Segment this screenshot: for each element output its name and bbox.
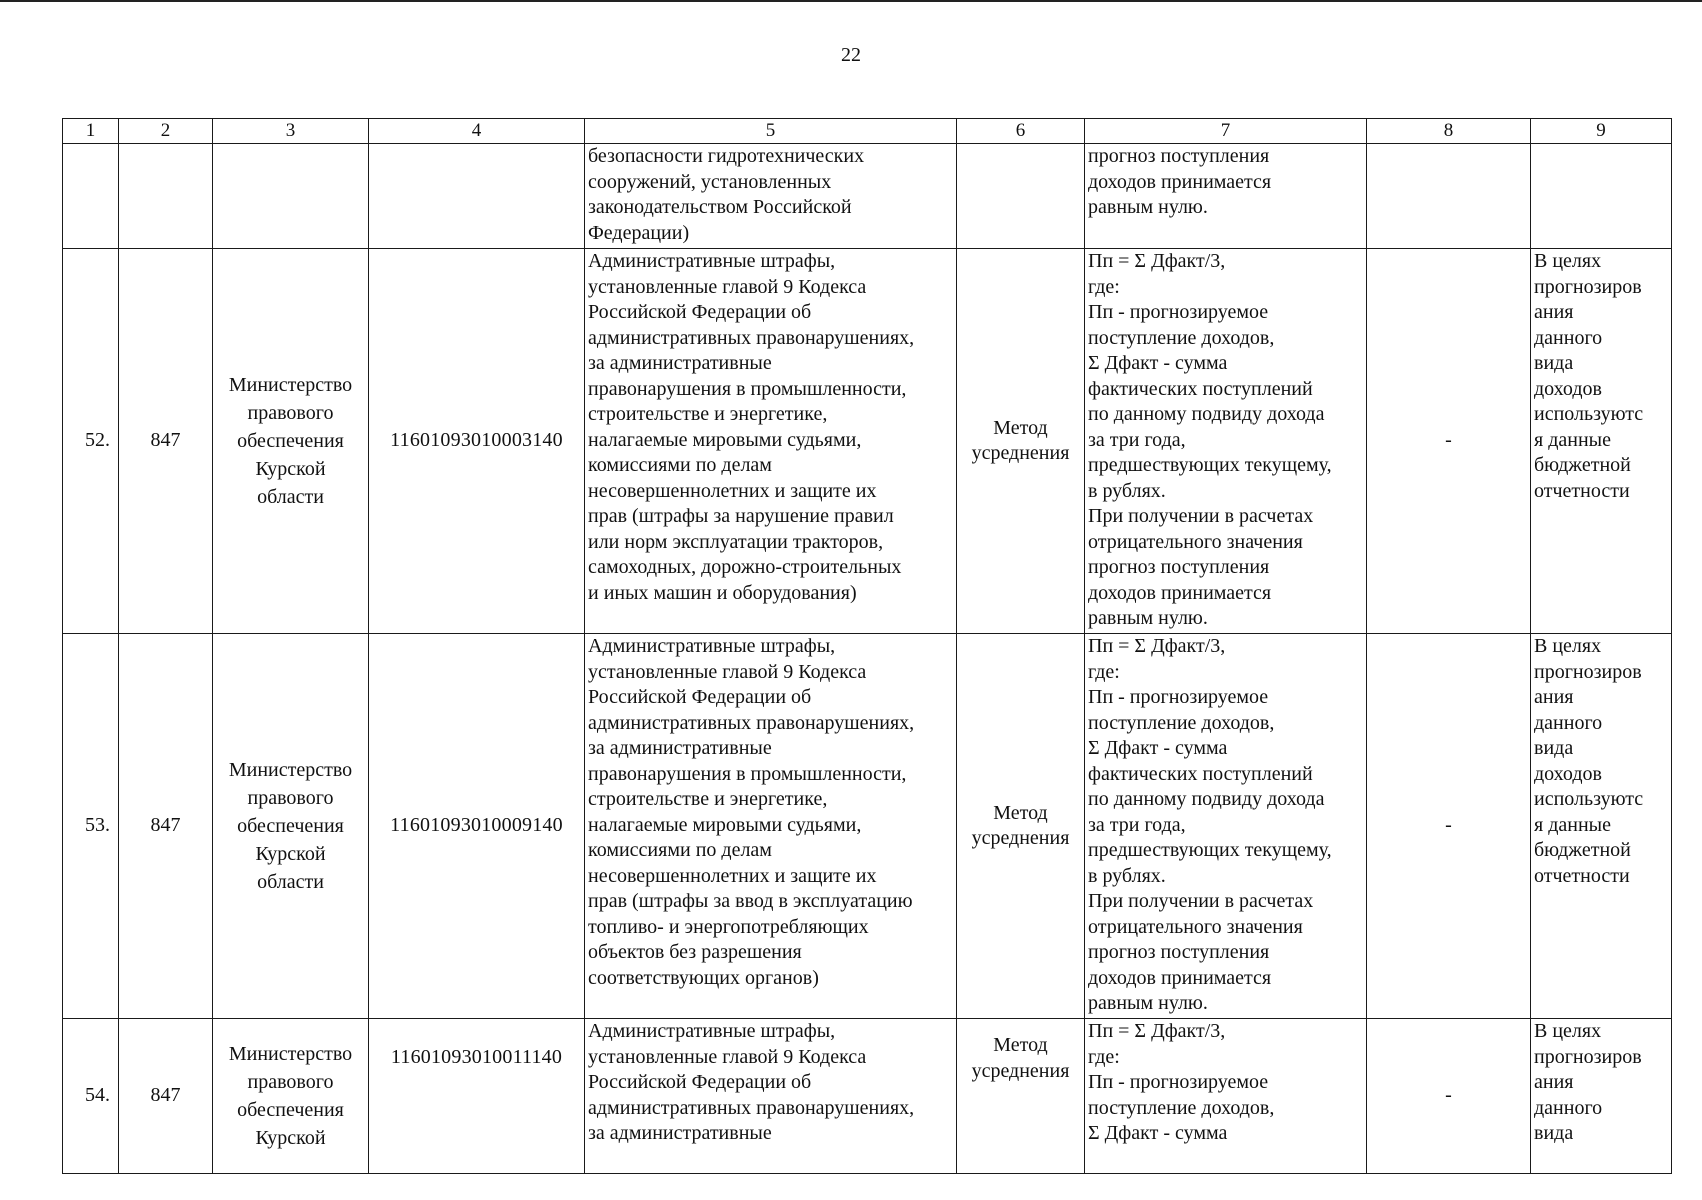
empty-cell (1367, 144, 1531, 249)
header-cell: 4 (369, 119, 585, 144)
admin-code-cell: 847 (119, 634, 213, 1019)
header-cell: 6 (957, 119, 1085, 144)
continuation-row (63, 144, 1672, 249)
column-8-cell: - (1367, 1019, 1531, 1174)
description-cell: Административные штрафы, установленные главой 9 Кодекса Российской Федерации об административных правонарушениях, за административные правонарушения в промышленности, строительстве и энергетике, налагаемые мировыми судьями, комиссиями по делам несовершеннолетних и защите их прав (штрафы за ввод в эксплуатацию топливо- и энергопотребляющих объектов без разрешения соответствующих органов) (585, 634, 957, 1019)
admin-code-cell: 847 (119, 1019, 213, 1174)
ministry-cell: Министерство правового обеспечения Курской области (213, 249, 369, 634)
header-cell: 7 (1085, 119, 1367, 144)
header-cell: 2 (119, 119, 213, 144)
column-8-cell: - (1367, 634, 1531, 1019)
header-cell: 3 (213, 119, 369, 144)
header-cell: 8 (1367, 119, 1531, 144)
kbk-code-cell: 11601093010003140 (369, 249, 585, 634)
admin-code-cell: 847 (119, 249, 213, 634)
revenue-forecast-table (62, 118, 1672, 1174)
formula-cell: Пп = Σ Дфакт/3, где: Пп - прогнозируемое поступление доходов, Σ Дфакт - сумма фактических поступлений по данному подвиду дохода за три года, предшествующих текущему, в рублях. При получении в расчетах отрицательного значения прогноз поступления доходов принимается равным нулю. (1085, 634, 1367, 1019)
ministry-cell: Министерство правового обеспечения Курской (213, 1019, 369, 1174)
description-cell: Административные штрафы, установленные главой 9 Кодекса Российской Федерации об административных правонарушениях, за административные (585, 1019, 957, 1174)
empty-cell (213, 144, 369, 249)
kbk-code-cell: 11601093010009140 (369, 634, 585, 1019)
method-cell: Метод усреднения (957, 249, 1085, 634)
header-cell: 5 (585, 119, 957, 144)
description-cell: Административные штрафы, установленные главой 9 Кодекса Российской Федерации об административных правонарушениях, за административные правонарушения в промышленности, строительстве и энергетике, налагаемые мировыми судьями, комиссиями по делам несовершеннолетних и защите их прав (штрафы за нарушение правил или норм эксплуатации тракторов, самоходных, дорожно-строительных и иных машин и оборудования) (585, 249, 957, 634)
note-cell: В целях прогнозиров ания данного вида (1531, 1019, 1672, 1174)
row-number-cell: 52. (63, 249, 119, 634)
empty-cell (63, 144, 119, 249)
empty-cell (369, 144, 585, 249)
column-8-cell: - (1367, 249, 1531, 634)
table-row (63, 634, 1672, 1019)
row-number-cell: 54. (63, 1019, 119, 1174)
table-row (63, 1019, 1672, 1174)
formula-cell: Пп = Σ Дфакт/3, где: Пп - прогнозируемое поступление доходов, Σ Дфакт - сумма фактических поступлений по данному подвиду дохода за три года, предшествующих текущему, в рублях. При получении в расчетах отрицательного значения прогноз поступления доходов принимается равным нулю. (1085, 249, 1367, 634)
header-cell: 9 (1531, 119, 1672, 144)
note-cell: В целях прогнозиров ания данного вида доходов используютс я данные бюджетной отчетности (1531, 249, 1672, 634)
page-top-edge (0, 0, 1702, 2)
empty-cell (119, 144, 213, 249)
page-number: 22 (841, 44, 861, 66)
note-cell: В целях прогнозиров ания данного вида доходов используютс я данные бюджетной отчетности (1531, 634, 1672, 1019)
kbk-code-cell: 11601093010011140 (369, 1019, 585, 1174)
empty-cell (957, 144, 1085, 249)
method-cell: Метод усреднения (957, 634, 1085, 1019)
formula-cell: прогноз поступления доходов принимается равным нулю. (1085, 144, 1367, 249)
row-number-cell: 53. (63, 634, 119, 1019)
table-row (63, 249, 1672, 634)
header-cell: 1 (63, 119, 119, 144)
empty-cell (1531, 144, 1672, 249)
ministry-cell: Министерство правового обеспечения Курской области (213, 634, 369, 1019)
method-cell: Метод усреднения (957, 1019, 1085, 1174)
column-number-header-row (63, 119, 1672, 144)
formula-cell: Пп = Σ Дфакт/3, где: Пп - прогнозируемое поступление доходов, Σ Дфакт - сумма (1085, 1019, 1367, 1174)
description-cell: безопасности гидротехнических сооружений, установленных законодательством Российской Федерации) (585, 144, 957, 249)
